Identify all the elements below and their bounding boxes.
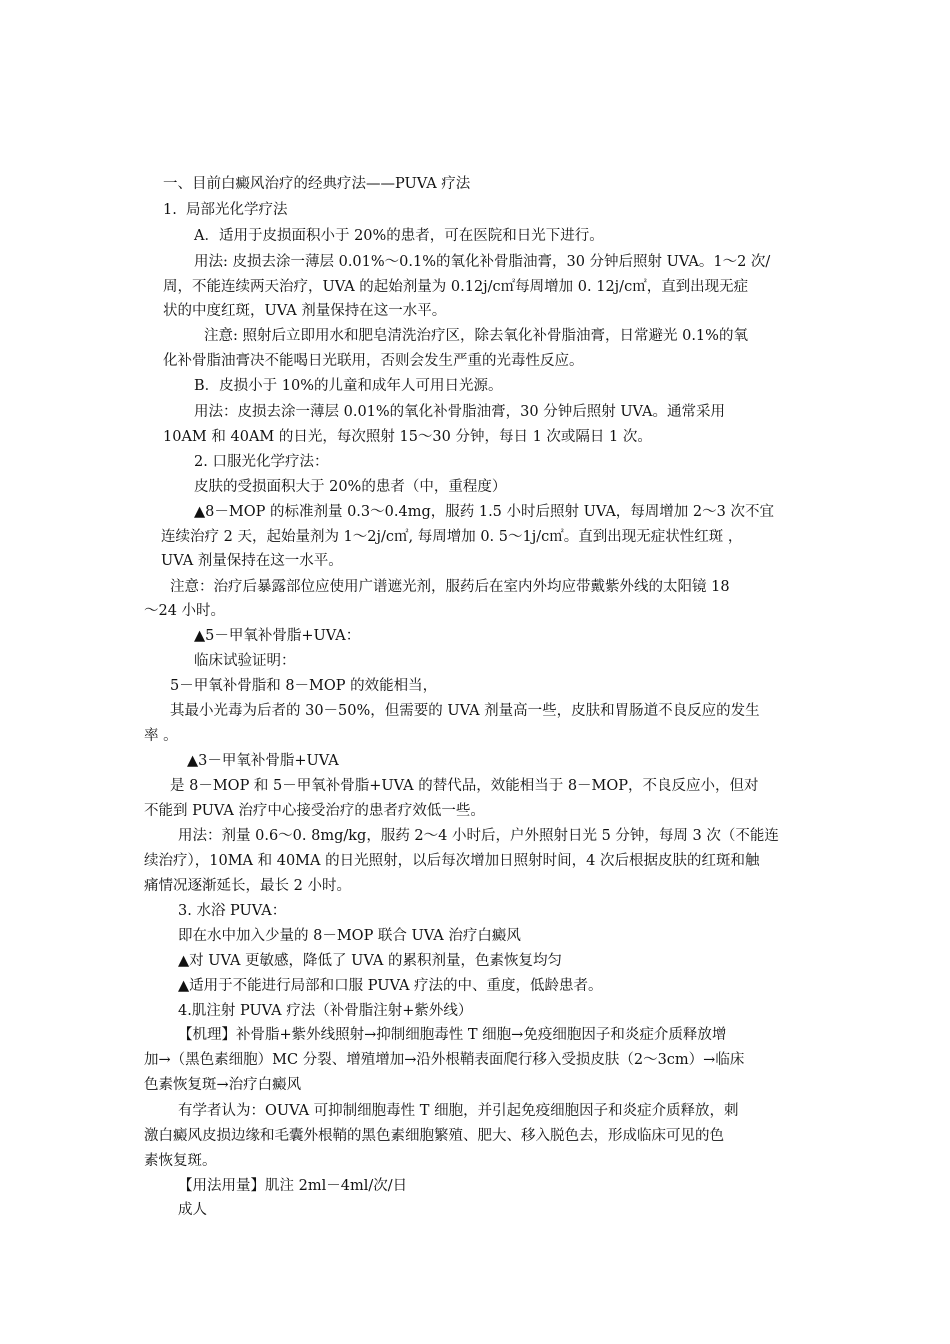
scholars-line: 激白癜风皮损边缘和毛囊外根鞘的黑色素细胞繁殖、肥大、移入脱色去，形成临床可见的色 <box>144 1128 724 1144</box>
mop5-trial: 临床试验证明： <box>194 653 296 669</box>
bath-bullet: ▲适用于不能进行局部和口服 PUVA 疗法的中、重度，低龄患者。 <box>178 978 603 994</box>
mop3-detail-line: 是 8－MOP 和 5－甲氧补骨脂+UVA 的替代品，效能相当于 8－MOP，不良反应小，但对 <box>170 778 759 794</box>
scholars-line: 有学者认为：OUVA 可抑制细胞毒性 T 细胞，并引起免疫细胞因子和炎症介质释放，刺 <box>178 1103 739 1119</box>
mop8-line: ▲8－MOP 的标准剂量 0.3～0.4mg，服药 1.5 小时后照射 UVA，每周增加 2～3 次不宜 <box>194 504 774 520</box>
oral-scope: 皮肤的受损面积大于 20%的患者（中，重程度） <box>194 479 507 495</box>
mechanism-line: 【机理】补骨脂+紫外线照射→抑制细胞毒性 T 细胞→免疫细胞因子和炎症介质释放增 <box>178 1027 727 1043</box>
section-title-injection: 4.肌注射 PUVA 疗法（补骨脂注射+紫外线） <box>178 1003 473 1019</box>
document-heading: 一、目前白癜风治疗的经典疗法——PUVA 疗法 <box>163 176 471 192</box>
mop3-usage-line: 续治疗），10MA 和 40MA 的日光照射，以后每次增加日照射时间，4 次后根据皮肤的红斑和触 <box>144 853 760 869</box>
mop5-detail-line: 率 。 <box>144 728 178 744</box>
scholars-line: 素恢复斑。 <box>144 1153 217 1169</box>
adult-label: 成人 <box>178 1202 207 1218</box>
usage-b-line: 用法：皮损去涂一薄层 0.01%的氧化补骨脂油膏，30 分钟后照射 UVA。通常采用 <box>194 404 726 420</box>
oral-note-line: ～24 小时。 <box>144 603 226 619</box>
section-title-bath: 3. 水浴 PUVA： <box>178 903 287 919</box>
section-title-topical: 1. 局部光化学疗法 <box>163 202 288 218</box>
mop8-line: UVA 剂量保持在这一水平。 <box>161 553 343 569</box>
section-title-oral: 2. 口服光化学疗法： <box>194 454 329 470</box>
usage-a-line: 用法: 皮损去涂一薄层 0.01%～0.1%的氧化补骨脂油膏，30 分钟后照射 UVA。1～2 次/ <box>194 254 771 270</box>
mop3-title: ▲3－甲氧补骨脂+UVA <box>187 753 339 769</box>
note-a-line: 化补骨脂油膏决不能喝日光联用，否则会发生严重的光毒性反应。 <box>163 353 584 369</box>
mop5-detail-line: 其最小光毒为后者的 30－50%，但需要的 UVA 剂量高一些，皮肤和胃肠道不良反应的发生 <box>170 703 760 719</box>
mechanism-line: 加→（黑色素细胞）MC 分裂、增殖增加→沿外根鞘表面爬行移入受损皮肤（2～3cm）→临床 <box>144 1052 745 1068</box>
item-b: B．皮损小于 10%的儿童和成年人可用日光源。 <box>194 378 503 394</box>
bath-bullet: ▲对 UVA 更敏感，降低了 UVA 的累积剂量，色素恢复均匀 <box>178 953 562 969</box>
mop3-usage-line: 痛情况逐渐延长，最长 2 小时。 <box>144 878 351 894</box>
mechanism-line: 色素恢复斑→治疗白癜风 <box>144 1077 302 1093</box>
bath-desc: 即在水中加入少量的 8－MOP 联合 UVA 治疗白癜风 <box>178 928 521 944</box>
note-a-line: 注意: 照射后立即用水和肥皂清洗治疗区，除去氧化补骨脂油膏，日常避光 0.1%的氧 <box>204 328 748 344</box>
oral-note-line: 注意：治疗后暴露部位应使用广谱遮光剂，服药后在室内外均应带戴紫外线的太阳镜 18 <box>170 579 730 595</box>
mop3-detail-line: 不能到 PUVA 治疗中心接受治疗的患者疗效低一些。 <box>144 803 485 819</box>
item-a: A．适用于皮损面积小于 20%的患者，可在医院和日光下进行。 <box>194 228 604 244</box>
mop5-title: ▲5－甲氧补骨脂+UVA： <box>194 628 361 644</box>
mop8-line: 连续治疗 2 天，起始量剂为 1～2j/c㎡, 每周增加 0. 5～1j/c㎡。直到出现无症状性红斑 ， <box>161 529 743 545</box>
usage-a-line: 周，不能连续两天治疗，UVA 的起始剂量为 0.12j/c㎡每周增加 0. 12j/c㎡，直到出现无症 <box>163 279 749 295</box>
usage-b-line: 10AM 和 40AM 的日光，每次照射 15～30 分钟，每日 1 次或隔日 1 次。 <box>163 429 652 445</box>
mop3-usage-line: 用法：剂量 0.6～0. 8mg/kg，服药 2～4 小时后，户外照射日光 5 分钟，每周 3 次（不能连 <box>178 828 779 844</box>
usage-a-line: 状的中度红斑，UVA 剂量保持在这一水平。 <box>163 303 447 319</box>
dosage: 【用法用量】肌注 2ml－4ml/次/日 <box>178 1178 408 1194</box>
mop5-equal: 5－甲氧补骨脂和 8－MOP 的效能相当， <box>170 678 438 694</box>
